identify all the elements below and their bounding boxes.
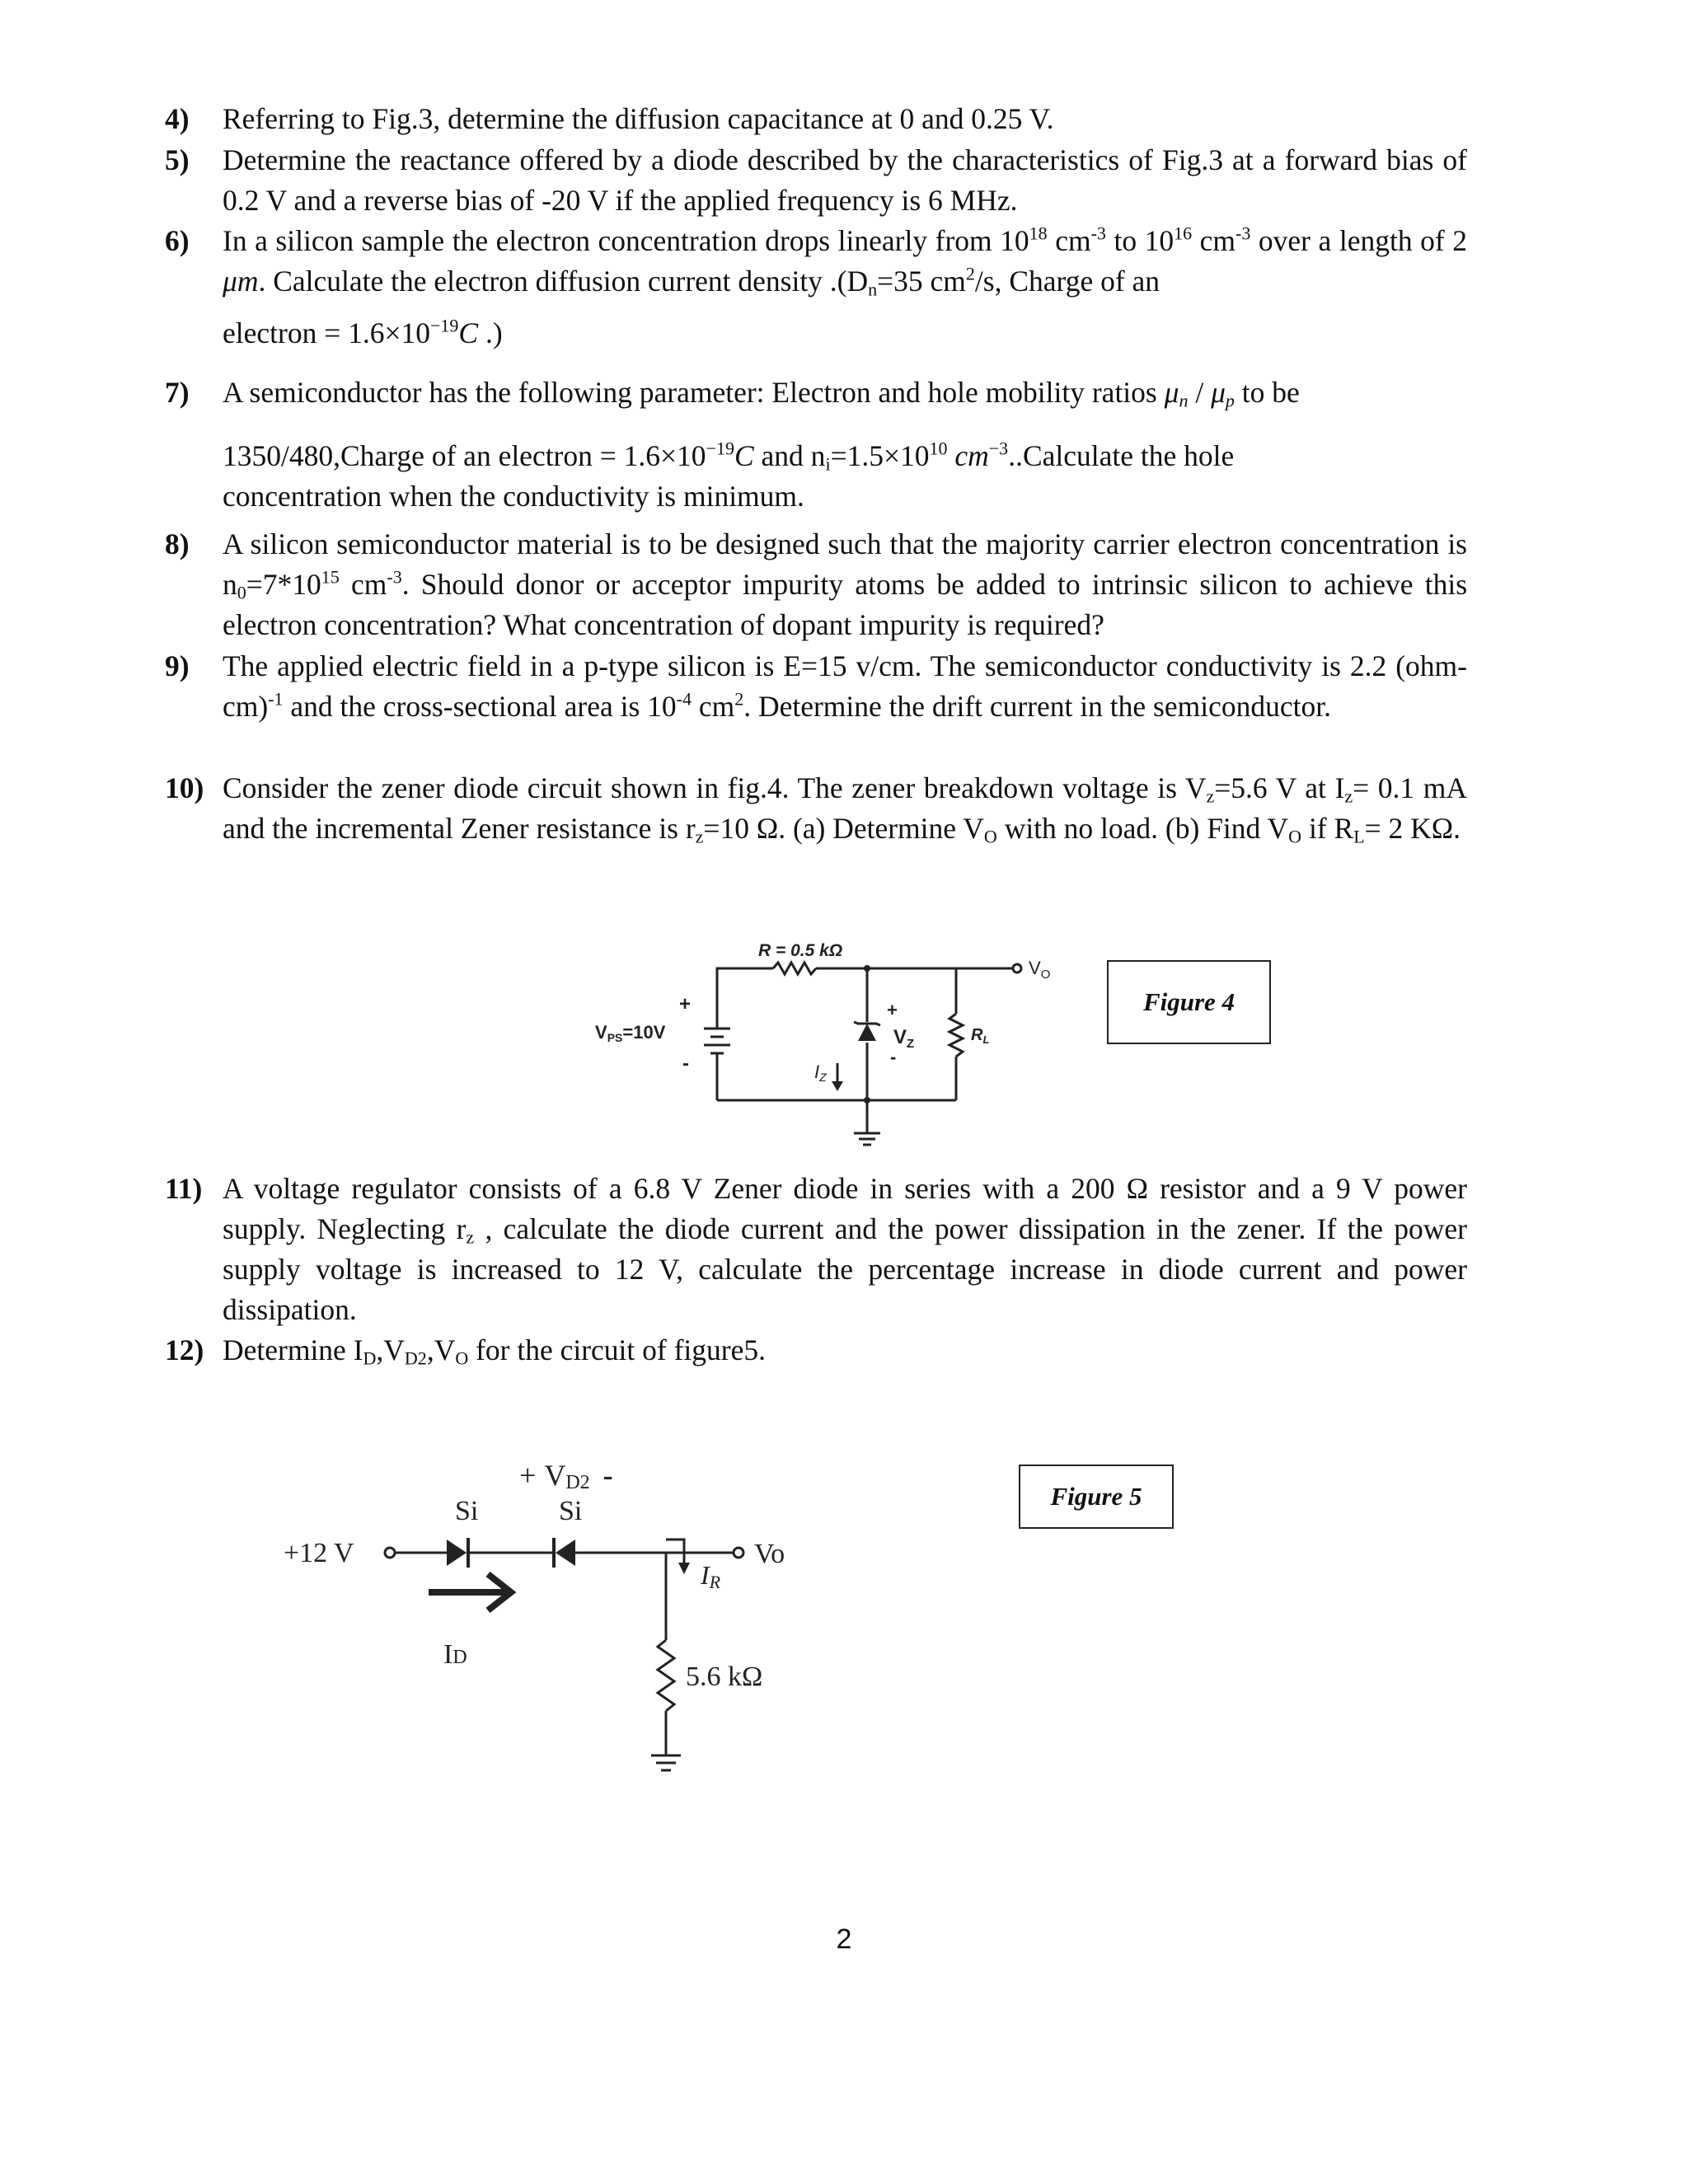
question-text: A semiconductor has the following parameter: Electron and hole mobility ratios $\mu_n / \mu_p$ to be (223, 376, 1300, 411)
question-text-line2: electron = $1.6\times 10^{-19}C$ .) (223, 315, 503, 349)
resistor-label: 5.6 kΩ (686, 1661, 763, 1692)
d2-label: Si (559, 1496, 583, 1526)
rl-label: $R_L$ (971, 1026, 990, 1046)
figure-5-caption: Figure 5 (1019, 1465, 1174, 1529)
question-text-line2: 1350/480,Charge of an electron = $1.6\times 10^{-19}C$ and $n_i=1.5\times 10^{10}$ $cm^{-3}..Calculate$ the hole (223, 438, 1235, 475)
question-text: Determine $I_D,V_{D2},V_O$ for the circuit of figure5. (223, 1333, 766, 1369)
question-number: 12) (165, 1333, 204, 1366)
question-text: A voltage regulator consists of a 6.8 V Zener diode in series with a 200 Ω resistor and a 9 V power supply. Neglecting $r_z$ , calculate the diode current and the power dissipation in the zener. If the power supply voltage is increased to 12 V, calculate the percentage increase in diode current and power dissipation. (223, 1172, 1467, 1326)
question-number: 9) (165, 649, 190, 682)
question-text: The applied electric field in a p-type silicon is E=15 v/cm. The semiconductor conductivity is 2.2 $(ohm-cm)^{-1}$ and the cross-sectional area is $10^{-4}$ $cm^2$. Determine the drift current in the semiconductor. (223, 649, 1467, 723)
id-label: ID (443, 1639, 467, 1670)
question-number: 4) (165, 102, 190, 135)
question-text: In a silicon sample the electron concentration drops linearly from $10^{18}$ $cm^{-3}$ to $10^{16}$ $cm^{-3}$ over a length of 2 μm. Calculate the electron diffusion current density $.(D_n=35$ $cm^2/s$, Charge of an (223, 223, 1467, 300)
source-label: VPS=10V (595, 1022, 666, 1044)
question-12 (165, 1330, 1467, 1371)
question-number: 6) (165, 224, 190, 257)
question-text-line3: concentration when the conductivity is minimum. (223, 480, 804, 513)
ir-label: IR (701, 1560, 721, 1592)
figure-4-caption: Figure 4 (1107, 960, 1271, 1044)
vz-minus: - (890, 1047, 897, 1067)
vz-plus: + (887, 1000, 898, 1020)
question-text: Referring to Fig.3, determine the diffusion capacitance at 0 and 0.25 V. (223, 102, 1054, 135)
question-number: 7) (165, 376, 190, 409)
question-text: A silicon semiconductor material is to be designed such that the majority carrier electron concentration is $n_0=7*10^{15}$ $cm^{-3}$. Should donor or acceptor impurity atoms be added to intrinsic silicon to achieve this electron concentration? What concentration of dopant impurity is required? (223, 527, 1468, 641)
question-number: 8) (165, 527, 190, 560)
question-text: Determine the reactance offered by a diode described by the characteristics of Fig.3 at a forward bias of 0.2 V and a reverse bias of -20 V if the applied frequency is 6 MHz. (223, 143, 1467, 217)
iz-label: IZ (814, 1062, 827, 1084)
question-10 (165, 768, 1467, 849)
page-number: 2 (836, 1924, 852, 1955)
question-6 (165, 221, 1467, 354)
figure-4-circuit (577, 931, 1088, 1162)
vo-label: Vo (754, 1539, 785, 1569)
question-5 (165, 140, 1467, 221)
question-number: 10) (165, 771, 204, 804)
question-number: 5) (165, 143, 190, 176)
vo-label: $V_O$ (1029, 958, 1051, 982)
question-7 (165, 373, 1467, 517)
question-number: 11) (165, 1172, 203, 1205)
question-11 (165, 1169, 1467, 1330)
question-8 (165, 524, 1468, 645)
resistor-label: R = 0.5 kΩ (758, 941, 843, 960)
question-4 (165, 99, 1467, 139)
figure-5-circuit (272, 1451, 865, 1797)
source-plus: + (679, 993, 692, 1015)
vz-label: $V_Z$ (893, 1026, 915, 1051)
vd2-label: + VD2 - (519, 1459, 613, 1493)
source-minus: - (682, 1052, 689, 1075)
input-voltage-label: +12 V (284, 1538, 354, 1568)
d1-label: Si (455, 1496, 479, 1526)
question-9 (165, 646, 1467, 727)
question-text: Consider the zener diode circuit shown in fig.4. The zener breakdown voltage is $V_z=5.6$ V at $I_z= 0.1$ mA and the incremental Zener resistance is $r_z=10$ Ω. (a) Determine $V_O$ with no load. (b) Find $V_O$ if $R_L= 2$ KΩ. (223, 771, 1467, 847)
